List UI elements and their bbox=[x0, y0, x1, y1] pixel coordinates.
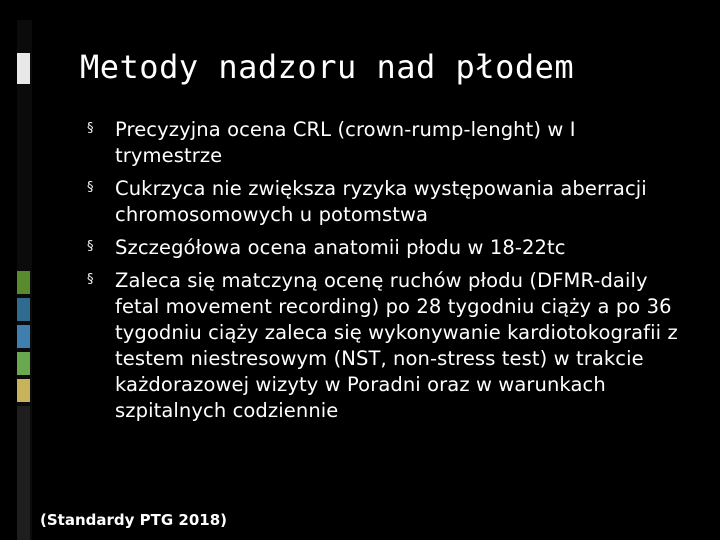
bullet-marker-icon: § bbox=[87, 180, 94, 195]
bullet-text: Zaleca się matczyną ocenę ruchów płodu (DFMR-daily fetal movement recording) po 28 tygodniu ciąży a po 36 tygodniu ciąży zaleca się wykonywanie kardiotokografii z testem niestresowym (NST, non-stress test) w trakcie każdorazowej wizyty w Poradni oraz w warunkach szpitalnych codziennie bbox=[115, 269, 678, 422]
left-accent-line bbox=[17, 406, 30, 540]
accent-bar bbox=[17, 325, 30, 348]
bullet-item bbox=[87, 268, 687, 424]
accent-bar bbox=[17, 298, 30, 321]
source-footnote: (Standardy PTG 2018) bbox=[40, 511, 227, 529]
bullet-text: Szczegółowa ocena anatomii płodu w 18-22tc bbox=[115, 236, 566, 259]
bullet-marker-icon: § bbox=[87, 239, 94, 254]
accent-bar bbox=[17, 271, 30, 294]
slide-title: Metody nadzoru nad płodem bbox=[80, 48, 575, 86]
bullet-marker-icon: § bbox=[87, 121, 94, 136]
bullet-item bbox=[87, 235, 687, 261]
bullet-item bbox=[87, 117, 687, 169]
bullet-item bbox=[87, 176, 687, 228]
bullet-list bbox=[87, 117, 687, 431]
accent-bar bbox=[17, 379, 30, 402]
accent-bar bbox=[17, 352, 30, 375]
title-accent-block bbox=[17, 53, 30, 84]
bullet-text: Cukrzyca nie zwiększa ryzyka występowania aberracji chromosomowych u potomstwa bbox=[115, 177, 647, 226]
bullet-text: Precyzyjna ocena CRL (crown-rump-lenght) w I trymestrze bbox=[115, 118, 576, 167]
bullet-marker-icon: § bbox=[87, 272, 94, 287]
